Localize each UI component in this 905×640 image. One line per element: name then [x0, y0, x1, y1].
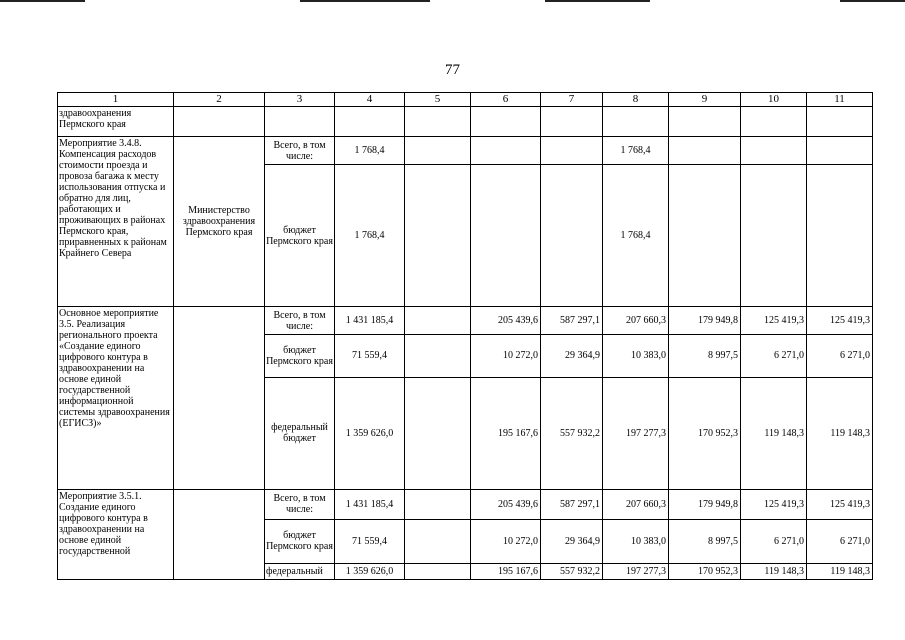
table-row: [58, 137, 873, 165]
value-cell: [541, 165, 603, 307]
funding-source-cell: федеральный бюджет: [265, 377, 335, 489]
funding-source-cell: Всего, в том числе:: [265, 307, 335, 335]
value-cell: 125 419,3: [741, 307, 807, 335]
value-cell: 1 768,4: [335, 137, 405, 165]
value-cell: [405, 165, 471, 307]
value-cell: 170 952,3: [669, 377, 741, 489]
executor-cell: [174, 307, 265, 489]
header-cell: 8: [603, 93, 669, 107]
value-cell: 1 359 626,0: [335, 377, 405, 489]
value-cell: [807, 165, 873, 307]
funding-source-cell: Всего, в том числе:: [265, 489, 335, 519]
value-cell: [807, 137, 873, 165]
value-cell: 197 277,3: [603, 563, 669, 579]
value-cell: [669, 165, 741, 307]
item-name-cell: Мероприятие 3.4.8. Компенсация расходов стоимости проезда и провоза багажа к месту использования отпуска и обратно для лиц, работающих и проживающих в районах Пермского края, приравненных к районам Крайнего Севера: [58, 137, 174, 307]
value-cell: [405, 377, 471, 489]
executor-cell: Министерство здравоохранения Пермского края: [174, 137, 265, 307]
value-cell: 125 419,3: [741, 489, 807, 519]
table-cell: [669, 107, 741, 137]
header-cell: 4: [335, 93, 405, 107]
value-cell: 125 419,3: [807, 489, 873, 519]
funding-source-cell: Всего, в том числе:: [265, 137, 335, 165]
table-cell: [741, 107, 807, 137]
page-number: 77: [445, 62, 460, 78]
value-cell: [471, 165, 541, 307]
funding-source-cell: бюджет Пермского края: [265, 335, 335, 377]
value-cell: 1 431 185,4: [335, 489, 405, 519]
value-cell: 6 271,0: [807, 335, 873, 377]
value-cell: 125 419,3: [807, 307, 873, 335]
scan-top-edge-middle: [300, 0, 430, 2]
header-cell: 11: [807, 93, 873, 107]
value-cell: 8 997,5: [669, 519, 741, 563]
value-cell: 119 148,3: [807, 563, 873, 579]
budget-table: [57, 92, 873, 580]
value-cell: 587 297,1: [541, 307, 603, 335]
header-cell: 9: [669, 93, 741, 107]
value-cell: 205 439,6: [471, 307, 541, 335]
value-cell: [405, 335, 471, 377]
header-cell: 10: [741, 93, 807, 107]
value-cell: 1 768,4: [603, 137, 669, 165]
value-cell: 207 660,3: [603, 307, 669, 335]
header-cell: 5: [405, 93, 471, 107]
value-cell: [471, 137, 541, 165]
value-cell: 1 768,4: [603, 165, 669, 307]
header-cell: 1: [58, 93, 174, 107]
table-row: [58, 489, 873, 519]
item-name-cell: Основное мероприятие 3.5. Реализация регионального проекта «Создание единого цифрового контура в здравоохранении на основе единой государственной информационной системы здравоохранения (ЕГИСЗ)»: [58, 307, 174, 489]
value-cell: 8 997,5: [669, 335, 741, 377]
value-cell: 1 359 626,0: [335, 563, 405, 579]
table-cell: [471, 107, 541, 137]
value-cell: 119 148,3: [741, 377, 807, 489]
value-cell: [541, 137, 603, 165]
executor-cell: [174, 489, 265, 579]
funding-source-cell: федеральный: [265, 563, 335, 579]
item-name-cell: здравоохранения Пермского края: [58, 107, 174, 137]
table-cell: [807, 107, 873, 137]
table-cell: [335, 107, 405, 137]
table-cell: [541, 107, 603, 137]
value-cell: 179 949,8: [669, 307, 741, 335]
continuation-row: [58, 107, 873, 137]
table-row: [58, 307, 873, 335]
funding-source-cell: бюджет Пермского края: [265, 165, 335, 307]
header-row: [58, 93, 873, 107]
funding-source-cell: бюджет Пермского края: [265, 519, 335, 563]
value-cell: [741, 137, 807, 165]
value-cell: 71 559,4: [335, 335, 405, 377]
value-cell: 170 952,3: [669, 563, 741, 579]
value-cell: 587 297,1: [541, 489, 603, 519]
value-cell: 197 277,3: [603, 377, 669, 489]
value-cell: 6 271,0: [741, 519, 807, 563]
header-cell: 7: [541, 93, 603, 107]
value-cell: 195 167,6: [471, 377, 541, 489]
scan-top-edge-right: [545, 0, 650, 2]
value-cell: [405, 519, 471, 563]
value-cell: 207 660,3: [603, 489, 669, 519]
value-cell: 10 383,0: [603, 519, 669, 563]
value-cell: 10 272,0: [471, 335, 541, 377]
value-cell: 71 559,4: [335, 519, 405, 563]
table-cell: [265, 107, 335, 137]
value-cell: 10 383,0: [603, 335, 669, 377]
value-cell: [405, 489, 471, 519]
table-cell: [603, 107, 669, 137]
table-cell: [405, 107, 471, 137]
value-cell: 195 167,6: [471, 563, 541, 579]
value-cell: 1 768,4: [335, 165, 405, 307]
header-cell: 2: [174, 93, 265, 107]
value-cell: 557 932,2: [541, 377, 603, 489]
header-cell: 3: [265, 93, 335, 107]
value-cell: [741, 165, 807, 307]
value-cell: 6 271,0: [807, 519, 873, 563]
value-cell: [669, 137, 741, 165]
value-cell: 119 148,3: [741, 563, 807, 579]
table-cell: [174, 107, 265, 137]
value-cell: 557 932,2: [541, 563, 603, 579]
value-cell: 10 272,0: [471, 519, 541, 563]
value-cell: [405, 137, 471, 165]
value-cell: 1 431 185,4: [335, 307, 405, 335]
scan-top-edge-left: [0, 0, 85, 2]
value-cell: [405, 307, 471, 335]
value-cell: 29 364,9: [541, 519, 603, 563]
value-cell: 29 364,9: [541, 335, 603, 377]
scan-top-edge-far-right: [840, 0, 905, 2]
value-cell: 6 271,0: [741, 335, 807, 377]
item-name-cell: Мероприятие 3.5.1. Создание единого цифрового контура в здравоохранении на основе единой государственной: [58, 489, 174, 579]
value-cell: 119 148,3: [807, 377, 873, 489]
header-cell: 6: [471, 93, 541, 107]
value-cell: [405, 563, 471, 579]
value-cell: 179 949,8: [669, 489, 741, 519]
value-cell: 205 439,6: [471, 489, 541, 519]
